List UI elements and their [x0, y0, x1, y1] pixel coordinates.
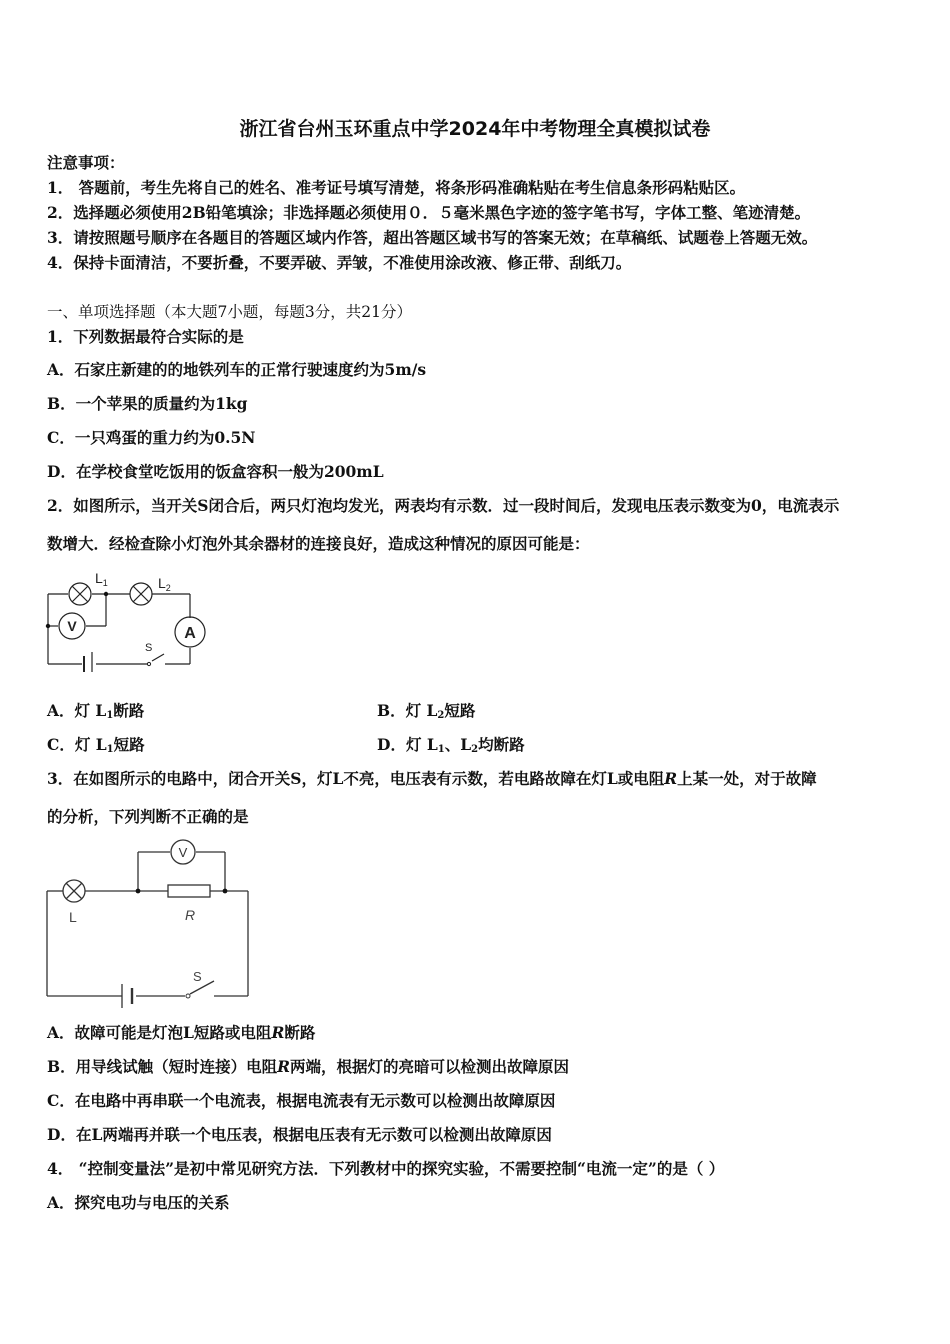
q2-label-l2: $L_2$: [158, 575, 171, 593]
q2-label-l1: $L_1$: [95, 570, 108, 588]
q3-stem-line2: 的分析，下列判断不正确的是: [47, 807, 249, 826]
notice-item: 3．请按照题号顺序在各题目的答题区域内作答，超出答题区域书写的答案无效；在草稿纸、试题卷上答题无效。: [47, 228, 818, 247]
notice-item: 2．选择题必须使用2B铅笔填涂；非选择题必须使用０．５毫米黑色字迹的签字笔书写，字体工整、笔迹清楚。: [47, 203, 811, 222]
q3-option-a: A．故障可能是灯泡L短路或电阻R断路: [47, 1023, 316, 1042]
q2-option-b: B．灯 $L_2$短路: [377, 701, 476, 721]
q2-ammeter-label: A: [184, 625, 196, 642]
q4-stem: 4． “控制变量法”是初中常见研究方法．下列教材中的探究实验，不需要控制“电流一定”的是（ ）: [47, 1159, 725, 1178]
q2-circuit-diagram: [40, 568, 220, 672]
q3-resistor-label: R: [185, 907, 196, 923]
q1-stem: 1．下列数据最符合实际的是: [47, 327, 244, 346]
q2-option-c: C．灯 $L_1$短路: [47, 735, 145, 755]
q2-switch-label: S: [145, 642, 153, 654]
q1-option-c: C．一只鸡蛋的重力约为0.5N: [47, 428, 256, 447]
section-heading: 一、单项选择题（本大题7小题，每题3分，共21分）: [47, 303, 412, 321]
q1-option-b: B．一个苹果的质量约为1kg: [47, 394, 248, 413]
q3-option-b: B．用导线试触（短时连接）电阻R两端，根据灯的亮暗可以检测出故障原因: [47, 1057, 570, 1076]
q3-option-c: C．在电路中再串联一个电流表，根据电流表有无示数可以检测出故障原因: [47, 1091, 556, 1110]
q2-stem-line2: 数增大．经检查除小灯泡外其余器材的连接良好，造成这种情况的原因可能是：: [47, 534, 590, 553]
q3-circuit-diagram: [40, 838, 260, 1008]
q4-option-a: A．探究电功与电压的关系: [47, 1193, 230, 1212]
q3-voltmeter-label: V: [178, 845, 188, 860]
q2-stem-line1: 2．如图所示，当开关S闭合后，两只灯泡均发光，两表均有示数．过一段时间后，发现电压表示数变为0，电流表示: [47, 496, 840, 515]
q1-option-a: A．石家庄新建的的地铁列车的正常行驶速度约为5m/s: [47, 360, 427, 379]
q3-option-d: D．在L两端再并联一个电压表，根据电压表有无示数可以检测出故障原因: [47, 1125, 552, 1144]
q3-switch-label: S: [193, 969, 202, 984]
q1-option-d: D．在学校食堂吃饭用的饭盒容积一般为200mL: [47, 462, 384, 481]
notice-heading: 注意事项：: [47, 153, 125, 172]
page-title: 浙江省台州玉环重点中学2024年中考物理全真模拟试卷: [239, 118, 711, 140]
notice-item: 4．保持卡面清洁，不要折叠，不要弄破、弄皱，不准使用涂改液、修正带、刮纸刀。: [47, 253, 632, 272]
notice-item: 1． 答题前，考生先将自己的姓名、准考证号填写清楚，将条形码准确粘贴在考生信息条形码粘贴区。: [47, 178, 746, 197]
q2-voltmeter-label: V: [67, 618, 77, 634]
q2-option-d: D．灯 $L_1$、$L_2$均断路: [377, 735, 525, 755]
q3-stem-line1: 3．在如图所示的电路中，闭合开关S，灯L不亮，电压表有示数，若电路故障在灯L或电阻R上某一处，对于故障: [47, 769, 817, 788]
q2-option-a: A．灯 $L_1$断路: [47, 701, 145, 721]
q3-lamp-label: L: [69, 909, 77, 925]
